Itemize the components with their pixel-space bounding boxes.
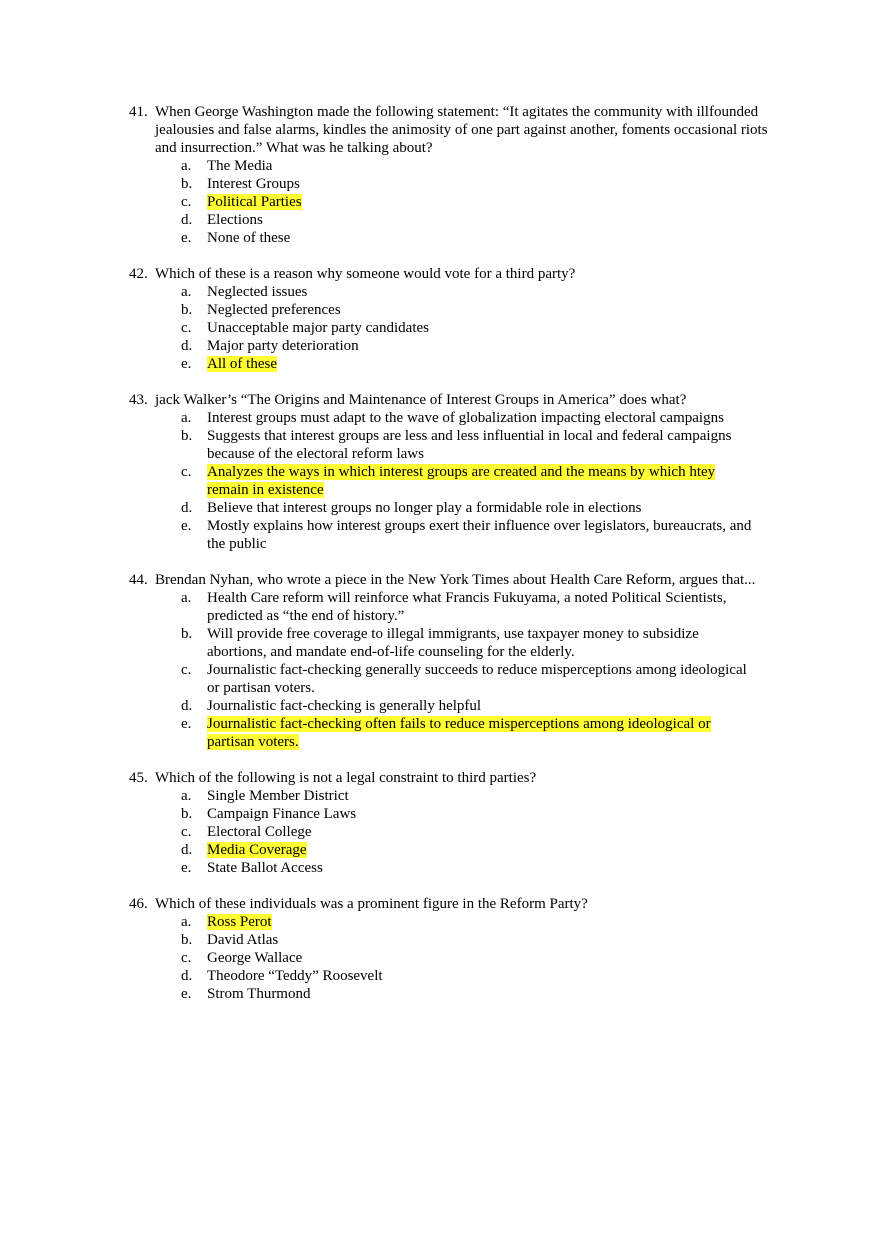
choice-text: David Atlas — [207, 932, 279, 948]
choice-item: d. Believe that interest groups no longer play a formidable role in elections — [181, 500, 642, 516]
choice-item: d. Major party deterioration — [181, 338, 359, 354]
choice-item: b. Neglected preferences — [181, 302, 341, 318]
choice-item: a. Single Member District — [181, 788, 349, 804]
question-41 — [0, 103, 880, 247]
choice-list — [0, 787, 880, 877]
choice-item: c. Political Parties — [181, 194, 302, 210]
choice-text: State Ballot Access — [207, 860, 323, 876]
choice-list — [0, 589, 880, 751]
question-number: 41. — [129, 104, 148, 120]
choice-item: b. Interest Groups — [181, 176, 300, 192]
choice-item: d. Elections — [181, 212, 263, 228]
choice-text: Suggests that interest groups are less and less influential in local and federal campaigns because of the electoral reform laws — [207, 428, 732, 462]
question-text: Brendan Nyhan, who wrote a piece in the New York Times about Health Care Reform, argues that... — [155, 572, 756, 588]
choice-text: Major party deterioration — [207, 338, 359, 354]
choice-text: Campaign Finance Laws — [207, 806, 357, 822]
choice-item: d. Media Coverage — [181, 842, 307, 858]
highlighted-answer: Media Coverage — [207, 842, 307, 858]
choice-text: Elections — [207, 212, 263, 228]
choice-text: Journalistic fact-checking is generally helpful — [207, 698, 482, 714]
choice-item: c. Electoral College — [181, 824, 312, 840]
question-text: Which of these individuals was a prominent figure in the Reform Party? — [155, 896, 588, 912]
choice-list — [0, 283, 880, 373]
choice-text: Electoral College — [207, 824, 312, 840]
choice-text: Believe that interest groups no longer play a formidable role in elections — [207, 500, 642, 516]
choice-item: b. Campaign Finance Laws — [181, 806, 357, 822]
choice-text: None of these — [207, 230, 291, 246]
choice-item: e. Strom Thurmond — [181, 986, 311, 1002]
choice-text: Strom Thurmond — [207, 986, 311, 1002]
choice-item: a. The Media — [181, 158, 273, 174]
question-number: 42. — [129, 266, 148, 282]
highlighted-answer: All of these — [207, 356, 277, 372]
choice-list — [0, 913, 880, 1003]
choice-list — [0, 157, 880, 247]
choice-item: c. Unacceptable major party candidates — [181, 320, 429, 336]
choice-item: d. Journalistic fact-checking is generally helpful — [181, 698, 482, 714]
choice-text: Single Member District — [207, 788, 349, 804]
question-45 — [0, 769, 880, 877]
choice-item: e. All of these — [181, 356, 277, 372]
question-46 — [0, 895, 880, 1003]
question-number: 46. — [129, 896, 148, 912]
choice-item: a. Ross Perot — [181, 914, 272, 930]
choice-text: Health Care reform will reinforce what Francis Fukuyama, a noted Political Scientists, predicted as “the end of history.” — [207, 590, 727, 624]
highlighted-answer: Political Parties — [207, 194, 302, 210]
choice-text: The Media — [207, 158, 273, 174]
choice-item: e. State Ballot Access — [181, 860, 323, 876]
choice-item: b. David Atlas — [181, 932, 279, 948]
choice-text: Interest groups must adapt to the wave of globalization impacting electoral campaigns — [207, 410, 724, 426]
choice-item: a. Health Care reform will reinforce what Francis Fukuyama, a noted Political Scientists, predicted as “the end of history.” — [181, 590, 727, 624]
question-42 — [0, 265, 880, 373]
choice-item: b. Will provide free coverage to illegal immigrants, use taxpayer money to subsidize abortions, and mandate end-of-life counseling for the elderly. — [181, 626, 699, 660]
choice-item: c. Analyzes the ways in which interest groups are created and the means by which htey remain in existence — [181, 464, 716, 498]
choice-text: Mostly explains how interest groups exert their influence over legislators, bureaucrats, and the public — [207, 518, 752, 552]
question-text: Which of these is a reason why someone would vote for a third party? — [155, 266, 576, 282]
question-text: Which of the following is not a legal constraint to third parties? — [155, 770, 537, 786]
question-number: 43. — [129, 392, 148, 408]
choice-text: Interest Groups — [207, 176, 300, 192]
choice-item: c. Journalistic fact-checking generally succeeds to reduce misperceptions among ideological or partisan voters. — [181, 662, 747, 696]
choice-item: a. Neglected issues — [181, 284, 308, 300]
choice-list — [0, 409, 880, 553]
choice-item: e. Mostly explains how interest groups exert their influence over legislators, bureaucrats, and the public — [181, 518, 752, 552]
question-43 — [0, 391, 880, 553]
highlighted-answer: Ross Perot — [207, 914, 272, 930]
choice-text: Will provide free coverage to illegal immigrants, use taxpayer money to subsidize abortions, and mandate end-of-life counseling for the elderly. — [207, 626, 699, 660]
question-number: 44. — [129, 572, 148, 588]
choice-item: e. Journalistic fact-checking often fails to reduce misperceptions among ideological or partisan voters. — [181, 716, 711, 750]
question-number: 45. — [129, 770, 148, 786]
question-text: jack Walker’s “The Origins and Maintenance of Interest Groups in America” does what? — [155, 392, 687, 408]
choice-text: Neglected issues — [207, 284, 308, 300]
choice-item: b. Suggests that interest groups are less and less influential in local and federal campaigns because of the electoral reform laws — [181, 428, 732, 462]
choice-item: e. None of these — [181, 230, 291, 246]
choice-text: Neglected preferences — [207, 302, 341, 318]
choice-text: Journalistic fact-checking generally succeeds to reduce misperceptions among ideological or partisan voters. — [207, 662, 747, 696]
question-text: When George Washington made the following statement: “It agitates the community with illfounded jealousies and false alarms, kindles the animosity of one part against another, foments occasional riots and insurrection.” What was he talking about? — [155, 104, 768, 156]
choice-item: d. Theodore “Teddy” Roosevelt — [181, 968, 383, 984]
choice-text: Theodore “Teddy” Roosevelt — [207, 968, 383, 984]
question-44 — [0, 571, 880, 751]
choice-item: c. George Wallace — [181, 950, 303, 966]
highlighted-answer: Journalistic fact-checking often fails to reduce misperceptions among ideological or partisan voters. — [207, 716, 711, 750]
choice-item: a. Interest groups must adapt to the wave of globalization impacting electoral campaigns — [181, 410, 724, 426]
quiz-page — [0, 103, 880, 1021]
choice-text: Unacceptable major party candidates — [207, 320, 429, 336]
highlighted-answer: Analyzes the ways in which interest groups are created and the means by which htey remain in existence — [207, 464, 716, 498]
choice-text: George Wallace — [207, 950, 303, 966]
